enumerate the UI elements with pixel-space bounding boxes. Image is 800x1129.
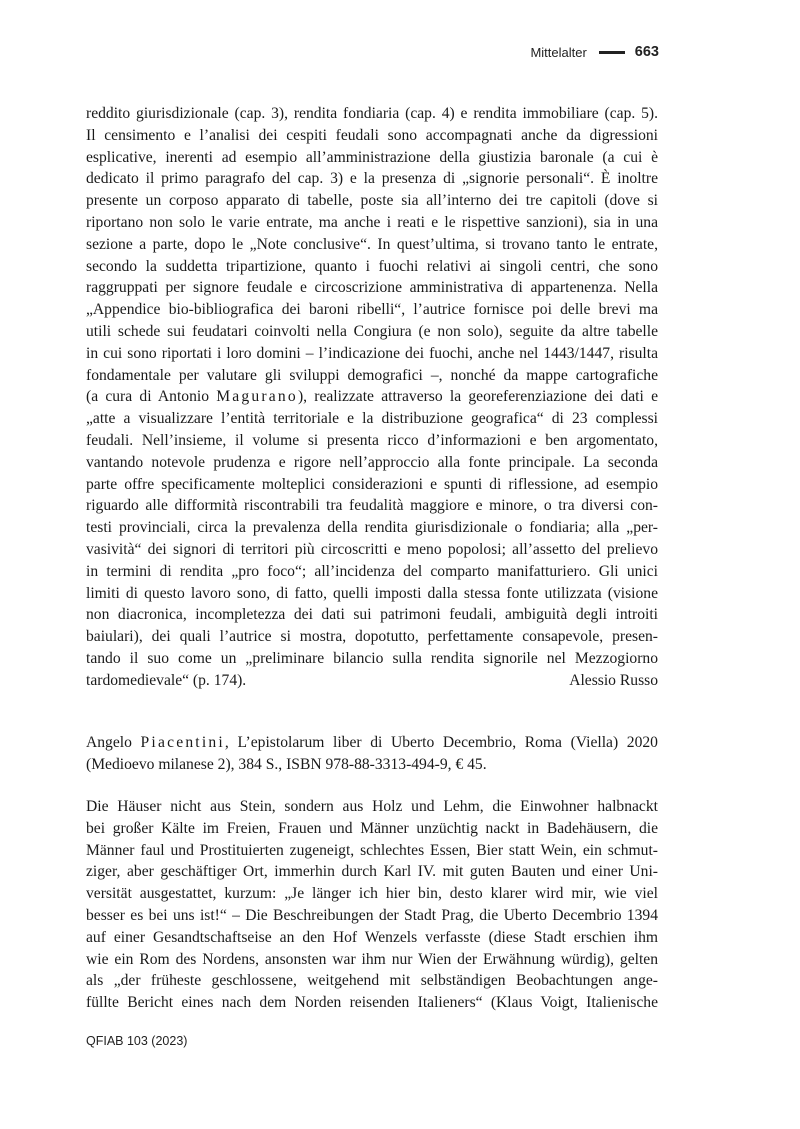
text-line: besser es bei uns ist!“ – Die Beschreibungen der Stadt Prag, die Uberto Decembrio 1394 <box>86 906 658 924</box>
text-line: „atte a visualizzare l’entità territoriale e la distribuzione geografica“ di 23 complessi <box>86 410 658 428</box>
text-line: ziger, aber geschäftiger Ort, immerhin durch Karl IV. mit guten Bauten und einer Uni- <box>86 863 658 881</box>
author-first-name: Angelo <box>86 734 141 751</box>
text-line: secondo la suddetta tripartizione, quanto i fuochi relativi ai singoli centri, che sono <box>86 257 658 275</box>
text-line: vantando notevole prudenza e rigore nell’approccio alla fonte principale. La seconda <box>86 453 658 471</box>
closing-text: tardomedievale“ (p. 174). <box>86 671 247 689</box>
citation-line: (Medioevo milanese 2), 384 S., ISBN 978-88-3313-494-9, € 45. <box>86 755 487 773</box>
text-line: limiti di questo lavoro sono, di fatto, quelli imposti dalla stessa fonte utilizzata (visione <box>86 584 658 602</box>
text-line: in cui sono riportati i loro domini – l’indicazione dei fuochi, anche nel 1443/1447, risulta <box>86 344 658 362</box>
text-line: esplicative, inerenti ad esempio all’amministrazione della giustizia baronale (a cui è <box>86 148 658 166</box>
text-line: auf einer Gesandtschaftseise an den Hof Wenzels verfasste (diese Stadt erschien ihm <box>86 928 658 946</box>
header-rule <box>599 51 625 54</box>
text-line: versität ausgestattet, kurzum: „Je länger ich hier bin, desto klarer wird mir, wie viel <box>86 885 658 903</box>
text-line: in termini di rendita „pro foco“; all’incidenza del comparto manifatturiero. Gli unici <box>86 562 658 580</box>
running-header <box>530 44 659 60</box>
section-title: Mittelalter <box>530 44 587 60</box>
review-continued <box>86 103 658 692</box>
text-line: presente un corposo apparato di tabelle, poste sia all’interno dei tre capitoli (dove si <box>86 192 658 210</box>
text-line: sezione a parte, dopo le „Note conclusive“. In quest’ultima, si trovano tanto le entrate, <box>86 235 658 253</box>
journal-footer: QFIAB 103 (2023) <box>86 1034 188 1048</box>
text-line: „Appendice bio-bibliografica dei baroni ribelli“, l’autrice fornisce poi delle brevi ma <box>86 301 658 319</box>
author-last-name: Piacentini <box>140 734 225 751</box>
closing-line <box>86 670 658 692</box>
text-line: bei großer Kälte im Freien, Frauen und Männer unzüchtig nackt in Badehäusern, die <box>86 819 658 837</box>
text-line: non diacronica, incompletezza dei dati sui patrimoni feudali, ambiguità degli introiti <box>86 606 658 624</box>
text-run: (a cura di Antonio <box>86 388 217 406</box>
text-line: parte offre specificamente molteplici considerazioni e spunti di riflessione, ad esempio <box>86 475 658 493</box>
editor-name: Magurano <box>216 388 298 406</box>
text-line: raggruppati per signore feudale e circoscrizione amministrativa di appartenenza. Nella <box>86 279 658 297</box>
text-line: Die Häuser nicht aus Stein, sondern aus Holz und Lehm, die Einwohner halbnackt <box>86 798 658 815</box>
page-number: 663 <box>634 44 659 60</box>
citation-line <box>86 732 658 754</box>
text-line: Männer faul und Prostituierten zugeneigt, schlechtes Essen, Bier statt Wein, ein schmut- <box>86 841 658 859</box>
citation-title: , L’epistolarum liber di Uberto Decembrio, Roma (Viella) 2020 <box>224 734 658 751</box>
text-line: füllte Bericht eines nach dem Norden reisenden Italieners“ (Klaus Voigt, Italienische <box>86 994 658 1012</box>
text-line: vasività“ dei signori di territori più circoscritti e meno popolosi; all’assetto del prelievo <box>86 540 658 558</box>
text-run: ), realizzate attraverso la georeferenziazione dei dati e <box>297 388 658 406</box>
text-line-magurano <box>86 386 658 408</box>
text-line: dedicato il primo paragrafo del cap. 3) e la presenza di „signorie personali“. È inoltre <box>86 170 658 188</box>
text-line: tando il suo come un „preliminare bilancio sulla rendita signorile nel Mezzogiorno <box>86 649 658 667</box>
reviewer-name: Alessio Russo <box>569 671 658 689</box>
book-citation <box>86 732 658 776</box>
review-body <box>86 796 658 1014</box>
text-line: baiulari), dei quali l’autrice si mostra, dopotutto, perfettamente consapevole, presen- <box>86 628 658 646</box>
text-line: reddito giurisdizionale (cap. 3), rendita fondiaria (cap. 4) e rendita immobiliare (cap. 5). <box>86 105 658 122</box>
text-line: als „der früheste geschlossene, weitgehend mit selbständigen Beobachtungen ange- <box>86 972 658 990</box>
text-line: feudali. Nell’insieme, il volume si presenta ricco d’informazioni e ben argomentato, <box>86 431 658 449</box>
text-line: fondamentale per valutare gli sviluppi demografici –, nonché da mappe cartografiche <box>86 366 658 384</box>
text-line: riportano non solo le varie entrate, ma anche i reati e le rispettive sanzioni), sia in una <box>86 213 658 231</box>
text-line: testi provinciali, circa la prevalenza della rendita giurisdizionale o fondiaria; alla „per- <box>86 519 658 537</box>
text-line: Il censimento e l’analisi dei cespiti feudali sono accompagnati anche da digressioni <box>86 126 658 144</box>
text-line: utili schede sui feudatari coinvolti nella Congiura (e non solo), seguite da altre tabelle <box>86 322 658 340</box>
text-line: wie ein Rom des Nordens, ansonsten war ihm nur Wien der Erwähnung würdig), gelten <box>86 950 658 968</box>
text-line: riguardo alle difformità riscontrabili tra feudalità maggiore e minore, o tra diversi con- <box>86 497 658 515</box>
